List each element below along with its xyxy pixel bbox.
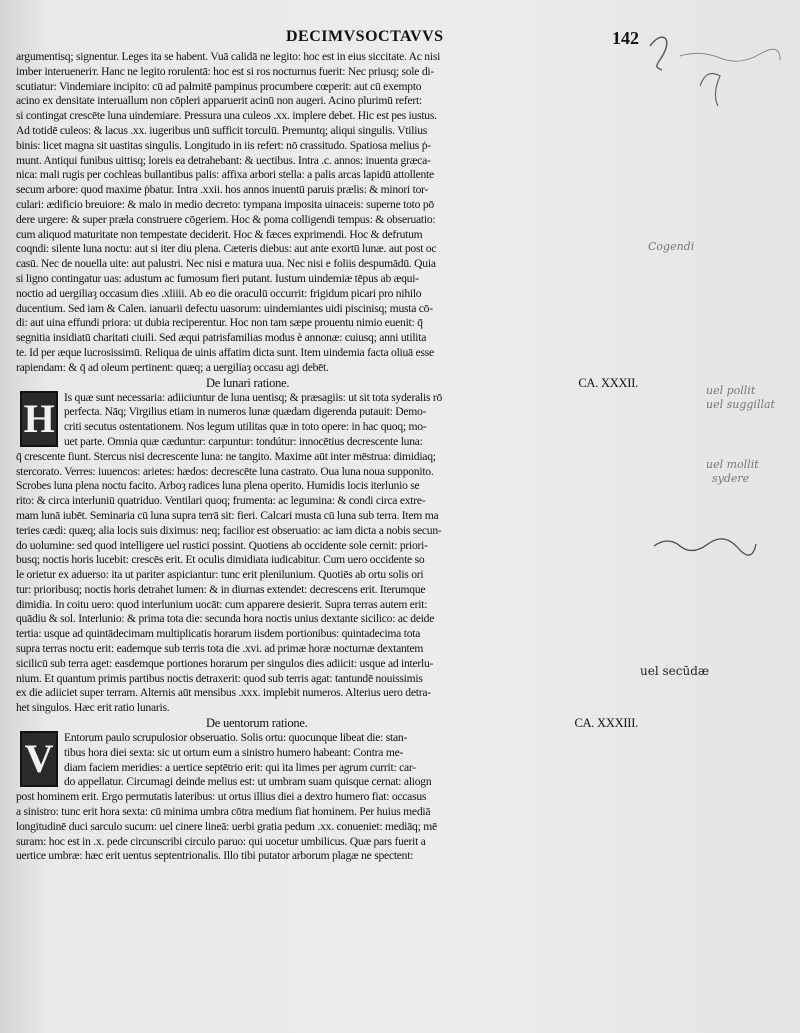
chapter-title: De uentorum ratione. — [206, 716, 308, 731]
text-line: supra terras noctu erit: eademque sub terris tota die .xvi. ad primæ horæ nocturnæ dextantem — [16, 642, 424, 656]
text-line: culari: ædificio breuiore: & malo in medio decreto: tympana imposita uinaceis: superne toto pō — [16, 197, 434, 211]
margin-note: Cogendi — [648, 240, 695, 253]
text-line: coqndi: silente luna noctu: aut si iter diu plena. Cæteris diebus: aut ante exortū lunæ. aut post oc — [16, 242, 437, 256]
section-lunar — [16, 391, 638, 717]
text-line: post hominem erit. Ergo permutatis lateribus: ut ortus illius diei a dextro humero fiat: occasus — [16, 790, 427, 804]
running-title: DECIMVSOCTAVVS — [286, 28, 444, 45]
text-line: casū. Nec de nouella uite: aut palustri. Nec nisi e matura uua. Nec nisi e foliis despumādū. Quia — [16, 257, 436, 271]
chapter-number: CA. XXXII. — [578, 375, 638, 390]
text-line: si ligno contingatur uas: adustum ac fumosum fieri putant. Iustum uindemiæ tēpus ab æqui- — [16, 271, 419, 285]
text-line: di: aut uina effundi priora: ut dubia reciperentur. Hoc non tam sæpe prouentu nimio euenit: q̄ — [16, 316, 423, 330]
text-line: tur: prioribusq; noctis horis detrahet lumen: & in diurnas extendet: decrescens erit. Iterumque — [16, 582, 426, 596]
main-text-block — [16, 50, 638, 864]
text-line: Ad totidē culeos: & lacus .xx. iugeribus unū sufficit torculū. Premuntq; aliqui singulis. Vtilius — [16, 123, 428, 137]
text-line: do appellatur. Circumagi deinde melius est: ut umbram suam quisque cernat: aliogn — [64, 775, 432, 789]
text-line: do uolumine: sed quod intelligere uel rustici possint. Quotiens ab occidente sole cernit: priori- — [16, 538, 428, 552]
text-line: mam lunā iubēt. Seminaria cū luna supra terrā sit: fieri. Calcari musta cū luna sub terra. Item ma — [16, 508, 439, 522]
text-line: scutiatur: Vindemiare incipito: cū ad palmitē pampinus procumbere cœperit: aut cū exempto — [16, 79, 422, 93]
text-line: uertice umbræ: hæc erit uentus septentrionalis. Illo tibi putator arborum plagæ ne spectent: — [16, 849, 414, 863]
text-line: uet parte. Omnia quæ cæduntur: carpuntur: tondútur: innocētius decrescente luna: — [64, 434, 423, 448]
initial-lines — [16, 391, 638, 450]
text-line: quādiu & sol. Interlunio: & prima tota die: secunda hora noctis unius dextante sicilico: ac deide — [16, 612, 435, 626]
text-line: tertia: usque ad quintādecimam multiplicatis horarum iisdem portionibus: quintadecima tota — [16, 627, 421, 641]
decorated-initial: V — [20, 731, 58, 787]
text-line: ex die adiiciet super terram. Alternis aūt mensibus .xxx. implebit numeros. Alterius uero detra- — [16, 686, 431, 700]
text-line: acino ex densitate interuallum non cōpleri apparuerit acinū non augeri. Acino plurimū refert: — [16, 94, 422, 108]
margin-note: uel secūdæ — [640, 664, 710, 678]
text-line: tibus hora diei sexta: sic ut ortum eum a sinistro humero habeant: Contra me- — [64, 745, 404, 759]
folio-number: 142 — [612, 28, 639, 48]
text-line: suram: hoc est in .x. pede circunscribi circulo paruo: qui uocetur umbilicus. Quæ pars fuerit a — [16, 834, 426, 848]
decorated-initial: H — [20, 391, 58, 447]
text-line: rito: & circa interluniū quatriduo. Ventilari quoq; frumenta: ac legumina: & condi circa extre- — [16, 494, 426, 508]
text-line: Is quæ sunt necessaria: adiiciuntur de luna uentisq; & præsagiis: ut sit tota syderalis rō — [64, 390, 443, 404]
handwritten-mark-icon — [650, 534, 760, 556]
text-line: het singulos. Hæc erit ratio lunaris. — [16, 701, 170, 715]
text-line: stercorato. Verres: iuuencos: arietes: hædos: decrescēte luna castrato. Oua luna noua supponito. — [16, 464, 434, 478]
text-line: segnitia insidiatū charitati ciuili. Sed æqui patrisfamilias modus è annonæ: cuiusq; anni utilita — [16, 331, 427, 345]
text-line: diam faciem meridies: a uertice septētrio erit: qui ita limes per agrum currit: car- — [64, 760, 416, 774]
text-line: argumentisq; signentur. Leges ita se habent. Vuā calidā ne legito: hoc est in eius siccitate. Ac nisi — [16, 50, 441, 63]
text-line: a sinistro: tunc erit hora sexta: cū minima umbra cōtra medium fiat hominem. Per huius mediā — [16, 805, 431, 819]
text-line: nium. Et quantum primis partibus noctis detraxerit: quod sub terris agat: tantundē nouissimis — [16, 671, 423, 685]
text-line: munt. Antiqui funibus uittisq; loreis ea detrahebant: & uectibus. Intra .c. annos: inuenta græca- — [16, 153, 431, 167]
text-line: perfecta. Nāq; Virgilius etiam in numeros lunæ quædam digerenda putauit: Demo- — [64, 405, 427, 419]
chapter-number: CA. XXXIII. — [574, 716, 638, 731]
text-line: dimidia. In coitu uero: quod interlunium uocāt: cum apparere desierit. Supra terras autem erit: — [16, 597, 428, 611]
text-line: criti secutus ostentationem. Nos legum utilitas quæ in toto opere: in hac quoq; mo- — [64, 420, 427, 434]
text-line: secum arbore: quod maxime ṗbatur. Intra .xxii. hos annos inuentū paruis prælis: & minori tor- — [16, 183, 429, 197]
text-line: si contingat crescēte luna uindemiare. Pressura una culeos .xx. implere debet. Hic est pes iustus. — [16, 109, 437, 123]
text-line: busq; noctis horis lucebit: crescēs erit. Et oculis dimidiata iudicabitur. Cum uero occidente so — [16, 553, 425, 567]
text-line: Entorum paulo scrupulosior obseruatio. Solis ortu: quocunque libeat die: stan- — [64, 731, 408, 745]
text-line: teries cædi: quæq; alia locis suis diximus: neq; facilior est obseruatio: ac iam dicta a nobis secun- — [16, 523, 442, 537]
text-line: cum aliquod maturitate non tempestate deciderit. Hoc & fæces exprimendi. Hoc & defrutum — [16, 227, 423, 241]
chapter-title: De lunari ratione. — [206, 375, 290, 390]
text-line: sicilicū sub terra aget: easdemque portiones horarum per singulos dies adiicit: usque ad interlu- — [16, 656, 434, 670]
section-winds — [16, 731, 638, 864]
section-lines — [16, 790, 638, 864]
text-line: noctio ad uergiliaȝ occasum dies .xliiii. Ab eo die oraculū occurrit: frigidum picari pro nihilo — [16, 286, 422, 300]
chapter-heading-winds — [16, 716, 638, 731]
text-line: Scrobes luna plena noctu facito. Arboȝ radices luna plena operito. Humidis locis iterlunio se — [16, 479, 420, 493]
text-line: ducentium. Sed iam & Calen. ianuarii defectu uasorum: uindemiantes uidi piscinisq; musta cō- — [16, 301, 433, 315]
initial-lines — [16, 731, 638, 790]
chapter-heading-lunar — [16, 376, 638, 391]
text-line: binis: licet magna sit uastitas singulis. Longitudo in iis refert: nō crassitudo. Spatiosa melius ṗ- — [16, 138, 431, 152]
text-line: longitudinē duci sarculo sucum: uel cinere lineā: uerbi gratia pedum .xx. conueniet: mediāq; mē — [16, 819, 437, 833]
section-wine-pressing — [16, 50, 638, 376]
text-line: nica: mali rugis per cochleas bullantibus palis: affixa arbori stella: a palis arcas lapidū attollente — [16, 168, 434, 182]
text-line: te. Id per æque lucrosissimū. Reliqua de uinis affatim dicta sunt. Item uindemia facta oliuā esse — [16, 345, 434, 359]
margin-note: uel suggillat — [706, 398, 775, 411]
section-lines — [16, 450, 638, 716]
handwritten-annotation-icon — [640, 26, 790, 116]
text-line: le orietur ex aduerso: ita ut pariter aspiciantur: tunc erit plenilunium. Quotiēs ab ortu solis ori — [16, 568, 424, 582]
text-line: imber interueneriт. Hanc ne legito rorulentā: hoc est si ros nocturnus fuerit: Nec priusq; sole di- — [16, 64, 434, 78]
text-line: rapiendam: & q̄ ad oleum pertinent: quæq; a uergiliaȝ occasu agi debēt. — [16, 360, 329, 374]
margin-note: uel mollit — [706, 458, 759, 471]
text-line: q̄ crescente fiunt. Stercus nisi decrescente luna: ne tangito. Maxime aūt inter mēstrua: dimidiaq; — [16, 449, 436, 463]
margin-note: sydere — [712, 472, 750, 485]
text-line: dere urgere: & super præla construere cōgeriem. Hoc & poma colligendi tempus: & obseruatio: — [16, 212, 436, 226]
margin-note: uel pollit — [706, 384, 756, 397]
